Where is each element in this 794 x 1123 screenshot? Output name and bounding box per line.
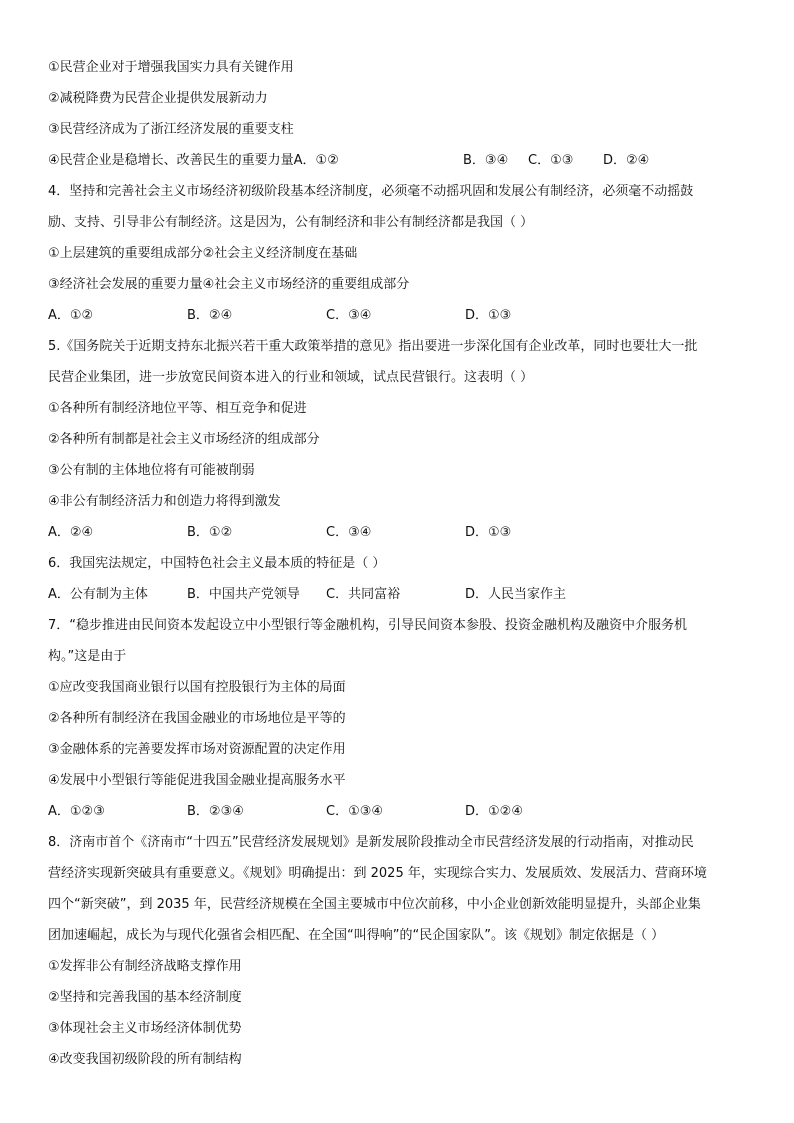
q7-item-2: ②各种所有制经济在我国金融业的市场地位是平等的	[48, 711, 346, 726]
q6-option-d: D．人民当家作主	[465, 587, 567, 602]
q8-stem-line-1: 8．济南市首个《济南市“十四五”民营经济发展规划》是新发展阶段推动全市民营经济发展的行动指南，对推动民	[48, 835, 694, 850]
q6-option-a: A．公有制为主体	[48, 587, 148, 602]
q5-stem-line-2: 民营企业集团，进一步放宽民间资本进入的行业和领域，试点民营银行。这表明（ ）	[48, 370, 534, 385]
q5-item-2: ②各种所有制都是社会主义市场经济的组成部分	[48, 432, 320, 447]
q4-items-line-2: ③经济社会发展的重要力量④社会主义市场经济的重要组成部分	[48, 277, 410, 292]
q8-stem-line-3: 四个“新突破”，到 2035 年，民营经济规模在全国主要城市中位次前移，中小企业创新效能明显提升，头部企业集	[48, 897, 701, 912]
q4-option-c: C．③④	[326, 308, 372, 323]
q3-item-3: ③民营经济成为了浙江经济发展的重要支柱	[48, 122, 294, 137]
q3-item-2: ②减税降费为民营企业提供发展新动力	[48, 91, 268, 106]
q5-item-1: ①各种所有制经济地位平等、相互竞争和促进	[48, 401, 307, 416]
q4-option-a: A．①②	[48, 308, 94, 323]
q4-stem-line-2: 励、支持、引导非公有制经济。这是因为，公有制经济和非公有制经济都是我国（ ）	[48, 215, 534, 230]
q3-item-4: ④民营企业是稳增长、改善民生的重要力量A．①②	[48, 153, 339, 168]
q8-stem-line-2: 营经济实现新突破具有重要意义。《规划》明确提出：到 2025 年，实现综合实力、发展质效、发展活力、营商环境	[48, 866, 707, 881]
q8-item-3: ③体现社会主义市场经济体制优势	[48, 1021, 242, 1036]
q3-option-c: C．①③	[528, 153, 574, 168]
q4-options	[48, 300, 754, 331]
q5-option-b: B．①②	[187, 525, 233, 540]
q8-item-4: ④改变我国初级阶段的所有制结构	[48, 1052, 242, 1067]
q7-options	[48, 796, 754, 827]
q4-option-b: B．②④	[187, 308, 233, 323]
q7-item-4: ④发展中小型银行等能促进我国金融业提高服务水平	[48, 773, 346, 788]
q6-option-b: B．中国共产党领导	[187, 587, 300, 602]
q5-option-c: C．③④	[326, 525, 372, 540]
q5-options	[48, 517, 754, 548]
q5-stem-line-1: 5.《国务院关于近期支持东北振兴若干重大政策举措的意见》指出要进一步深化国有企业改革，同时也要壮大一批	[48, 339, 698, 354]
q7-stem-line-1: 7．“稳步推进由民间资本发起设立中小型银行等金融机构，引导民间资本参股、投资金融机构及融资中介服务机	[48, 618, 688, 633]
q8-item-2: ②坚持和完善我国的基本经济制度	[48, 990, 242, 1005]
q3-item-1: ①民营企业对于增强我国实力具有关键作用	[48, 60, 294, 75]
q3-option-d: D．②④	[603, 153, 650, 168]
exam-page	[48, 52, 754, 1075]
q6-options	[48, 579, 754, 610]
q5-option-d: D．①③	[465, 525, 512, 540]
q4-stem-line-1: 4．坚持和完善社会主义市场经济初级阶段基本经济制度，必须毫不动摇巩固和发展公有制经济，必须毫不动摇鼓	[48, 184, 694, 199]
q4-option-d: D．①③	[465, 308, 512, 323]
q7-option-d: D．①②④	[465, 804, 523, 819]
q4-items-line-1: ①上层建筑的重要组成部分②社会主义经济制度在基础	[48, 246, 358, 261]
q6-stem: 6．我国宪法规定，中国特色社会主义最本质的特征是（ ）	[48, 556, 386, 571]
q6-option-c: C．共同富裕	[326, 587, 401, 602]
q3-option-b: B．③④	[463, 153, 509, 168]
q7-option-c: C．①③④	[326, 804, 384, 819]
q7-option-a: A．①②③	[48, 804, 105, 819]
q7-item-1: ①应改变我国商业银行以国有控股银行为主体的局面	[48, 680, 346, 695]
q7-stem-line-2: 构。”这是由于	[48, 649, 127, 664]
q8-stem-line-4: 团加速崛起，成长为与现代化强省会相匹配、在全国“叫得响”的“民企国家队”。该《规划》制定依据是（ ）	[48, 928, 665, 943]
q8-item-1: ①发挥非公有制经济战略支撑作用	[48, 959, 242, 974]
q5-option-a: A．②④	[48, 525, 94, 540]
q5-item-4: ④非公有制经济活力和创造力将得到激发	[48, 494, 281, 509]
q5-item-3: ③公有制的主体地位将有可能被削弱	[48, 463, 255, 478]
q7-item-3: ③金融体系的完善要发挥市场对资源配置的决定作用	[48, 742, 346, 757]
q7-option-b: B．②③④	[187, 804, 244, 819]
q3-item-4-with-options	[48, 145, 754, 176]
